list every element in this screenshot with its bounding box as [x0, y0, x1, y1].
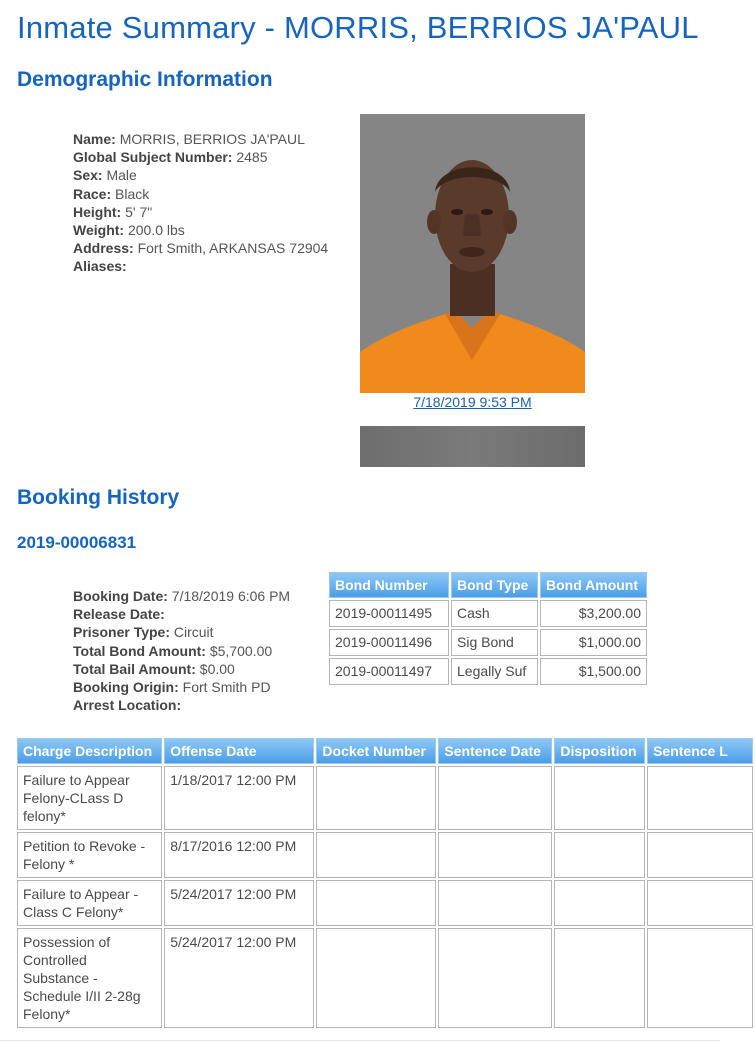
arrest-location-row [73, 696, 290, 714]
column-header[interactable]: Bond Amount [540, 572, 647, 598]
field-value: 2485 [236, 149, 268, 166]
field-value: 7/18/2019 6:06 PM [171, 588, 291, 604]
field-label: Arrest Location: [73, 697, 182, 714]
field-label: Global Subject Number: [73, 149, 233, 166]
table-row [329, 658, 647, 685]
secondary-photo[interactable] [360, 426, 585, 467]
docket-number-cell [316, 928, 436, 1028]
charges-table-header-row [17, 738, 753, 764]
booking-history-heading: Booking History [17, 486, 180, 509]
table-row [17, 832, 753, 878]
field-label: Release Date: [73, 606, 165, 623]
address-row [73, 239, 328, 257]
charge-description-cell: Petition to Revoke - Felony * [17, 832, 162, 878]
table-row [329, 629, 647, 656]
sentence-length-cell [647, 880, 753, 926]
field-label: Total Bail Amount: [73, 660, 196, 677]
charge-description-cell: Failure to Appear Felony-CLass D felony* [17, 766, 162, 830]
column-header[interactable]: Offense Date [164, 738, 314, 764]
column-header[interactable]: Disposition [554, 738, 645, 764]
bond-amount-cell: $3,200.00 [540, 600, 647, 627]
field-label: Sex: [73, 167, 103, 184]
aliases-row [73, 257, 328, 275]
weight-row [73, 221, 328, 239]
booking-info [73, 587, 290, 714]
disposition-cell [554, 880, 645, 926]
total-bond-row [73, 642, 290, 660]
field-label: Weight: [73, 222, 125, 239]
mugshot-photo[interactable] [360, 114, 585, 393]
demographic-heading: Demographic Information [17, 68, 273, 91]
field-label: Booking Origin: [73, 679, 179, 696]
field-value: $5,700.00 [209, 642, 273, 659]
mugshot-image [360, 114, 585, 393]
column-header[interactable]: Sentence L [647, 738, 753, 764]
sentence-date-cell [438, 832, 552, 878]
column-header[interactable]: Docket Number [316, 738, 436, 764]
field-label: Name: [73, 131, 116, 147]
bond-table [327, 570, 649, 687]
field-value: 5' 7" [125, 203, 153, 220]
field-value: Fort Smith PD [182, 679, 271, 696]
column-header[interactable]: Bond Type [451, 572, 538, 598]
bond-number-cell: 2019-00011495 [329, 600, 449, 627]
docket-number-cell [316, 880, 436, 926]
divider [0, 1040, 720, 1041]
charge-description-cell: Possession of Controlled Substance - Schedule I/II 2-28g Felony* [17, 928, 162, 1028]
field-label: Total Bond Amount: [73, 642, 206, 659]
table-row [17, 928, 753, 1028]
field-label: Booking Date: [73, 588, 168, 604]
height-row [73, 203, 328, 221]
sentence-date-cell [438, 766, 552, 830]
global-subject-number-row [73, 148, 328, 166]
photo-date-link[interactable]: 7/18/2019 9:53 PM [413, 394, 532, 410]
demographic-info [73, 130, 328, 276]
sentence-length-cell [647, 928, 753, 1028]
docket-number-cell [316, 832, 436, 878]
table-row [329, 600, 647, 627]
column-header[interactable]: Bond Number [329, 572, 449, 598]
docket-number-cell [316, 766, 436, 830]
name-row [73, 130, 328, 148]
bond-table-header-row [329, 572, 647, 598]
offense-date-cell: 8/17/2016 12:00 PM [164, 832, 314, 878]
prisoner-type-row [73, 623, 290, 641]
sentence-date-cell [438, 928, 552, 1028]
offense-date-cell: 5/24/2017 12:00 PM [164, 880, 314, 926]
column-header[interactable]: Charge Description [17, 738, 162, 764]
field-value: 200.0 lbs [127, 222, 185, 239]
charge-description-cell: Failure to Appear - Class C Felony* [17, 880, 162, 926]
field-value: $0.00 [199, 660, 235, 677]
bond-number-cell: 2019-00011497 [329, 658, 449, 685]
field-label: Prisoner Type: [73, 624, 170, 641]
field-value: MORRIS, BERRIOS JA'PAUL [119, 131, 305, 147]
field-value: Male [106, 167, 137, 184]
field-label: Height: [73, 203, 122, 220]
field-label: Address: [73, 240, 134, 257]
field-value: Black [115, 185, 150, 202]
disposition-cell [554, 928, 645, 1028]
table-row [17, 880, 753, 926]
booking-date-row [73, 587, 290, 605]
sentence-length-cell [647, 832, 753, 878]
charges-table [15, 736, 755, 1030]
disposition-cell [554, 766, 645, 830]
field-label: Aliases: [73, 258, 127, 275]
release-date-row [73, 605, 290, 623]
sex-row [73, 166, 328, 184]
race-row [73, 185, 328, 203]
table-row [17, 766, 753, 830]
bond-type-cell: Cash [451, 600, 538, 627]
offense-date-cell: 5/24/2017 12:00 PM [164, 928, 314, 1028]
bond-type-cell: Sig Bond [451, 629, 538, 656]
page-title: Inmate Summary - MORRIS, BERRIOS JA'PAUL [17, 10, 699, 45]
total-bail-row [73, 660, 290, 678]
bond-type-cell: Legally Suf [451, 658, 538, 685]
sentence-date-cell [438, 880, 552, 926]
bond-amount-cell: $1,500.00 [540, 658, 647, 685]
field-value: Circuit [173, 624, 214, 641]
field-value: Fort Smith, ARKANSAS 72904 [137, 240, 329, 257]
field-label: Race: [73, 185, 112, 202]
disposition-cell [554, 832, 645, 878]
sentence-length-cell [647, 766, 753, 830]
booking-origin-row [73, 678, 290, 696]
column-header[interactable]: Sentence Date [438, 738, 552, 764]
bond-number-cell: 2019-00011496 [329, 629, 449, 656]
bond-amount-cell: $1,000.00 [540, 629, 647, 656]
offense-date-cell: 1/18/2017 12:00 PM [164, 766, 314, 830]
booking-number: 2019-00006831 [17, 533, 137, 552]
